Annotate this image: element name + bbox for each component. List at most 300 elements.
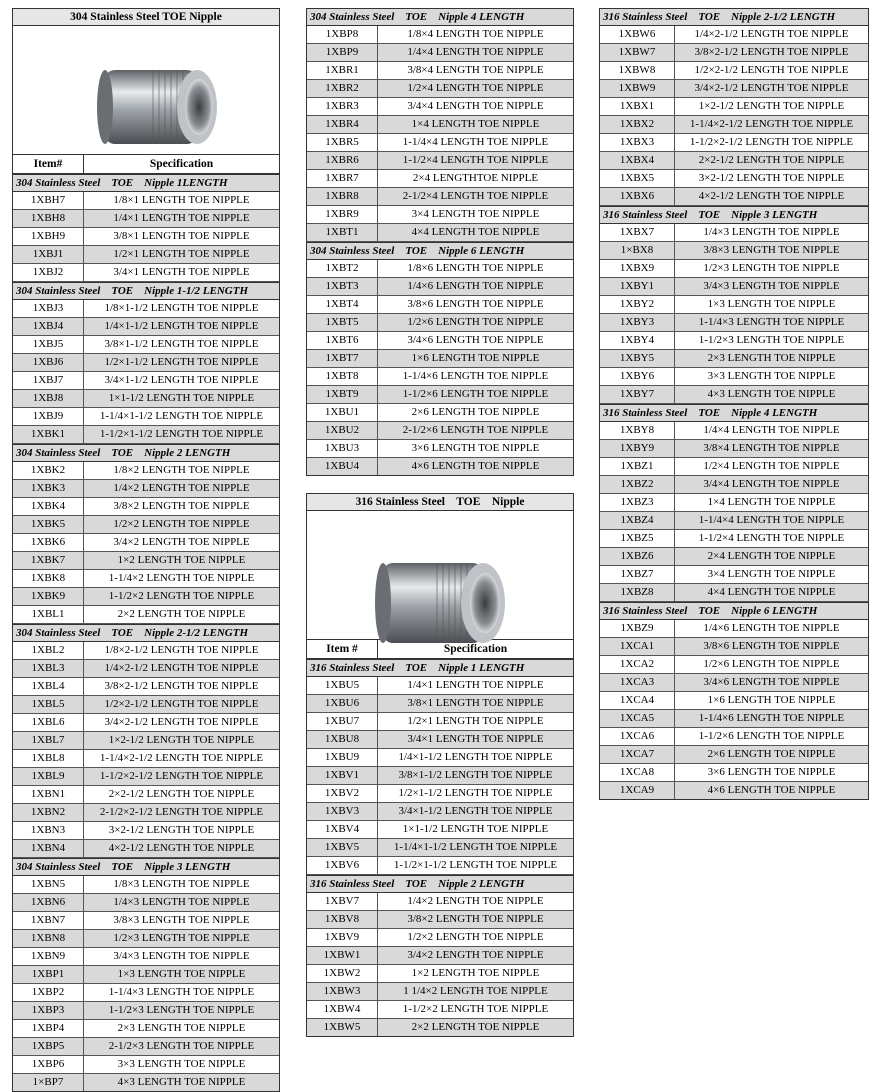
specification: 1-1/4×3 LENGTH TOE NIPPLE: [698, 316, 845, 328]
item-number: 1XBJ3: [13, 300, 84, 317]
specification: 3/4×6 LENGTH TOE NIPPLE: [407, 334, 544, 346]
item-number: 1XCA6: [600, 728, 675, 745]
table-row: [600, 458, 868, 476]
item-column-header: Item#: [13, 155, 84, 173]
item-number: 1XBV7: [307, 893, 378, 910]
specification: 3×2-1/2 LENGTH TOE NIPPLE: [698, 172, 845, 184]
item-number: 1XBL5: [13, 696, 84, 713]
specification: 2-1/2×2-1/2 LENGTH TOE NIPPLE: [99, 806, 264, 818]
specification: 4×4 LENGTH TOE NIPPLE: [707, 586, 836, 598]
specification: 1×6 LENGTH TOE NIPPLE: [411, 352, 540, 364]
specification: 1/2×6 LENGTH TOE NIPPLE: [407, 316, 544, 328]
item-number: 1XBV3: [307, 803, 378, 820]
item-number: 1XBR3: [307, 98, 378, 115]
table-row: [13, 1074, 279, 1091]
item-number: 1XBN3: [13, 822, 84, 839]
specification: 2×3 LENGTH TOE NIPPLE: [117, 1022, 246, 1034]
specification: 1-1/2×4 LENGTH TOE NIPPLE: [402, 154, 549, 166]
item-number: 1XBW8: [600, 62, 675, 79]
spec-column-header: Specification: [149, 158, 214, 170]
specification: 1/4×6 LENGTH TOE NIPPLE: [407, 280, 544, 292]
specification: 1/4×3 LENGTH TOE NIPPLE: [703, 226, 840, 238]
item-number: 1XBZ4: [600, 512, 675, 529]
item-number: 1XCA1: [600, 638, 675, 655]
item-number: 1XBN2: [13, 804, 84, 821]
table-row: [13, 192, 279, 210]
specification: 3×3 LENGTH TOE NIPPLE: [117, 1058, 246, 1070]
specification: 4×2-1/2 LENGTH TOE NIPPLE: [108, 842, 255, 854]
item-number: 1XBN4: [13, 840, 84, 857]
item-number: 1XBJ5: [13, 336, 84, 353]
table-row: [600, 728, 868, 746]
item-number: 1XBX5: [600, 170, 675, 187]
specification: 1/4×1 LENGTH TOE NIPPLE: [113, 212, 250, 224]
item-number: 1XBL9: [13, 768, 84, 785]
item-number: 1XBV5: [307, 839, 378, 856]
table-row: [600, 566, 868, 584]
item-number: 1XBT9: [307, 386, 378, 403]
item-number: 1XBR8: [307, 188, 378, 205]
item-number: 1XBN7: [13, 912, 84, 929]
item-number: 1XBW3: [307, 983, 378, 1000]
item-number: 1XCA4: [600, 692, 675, 709]
specification: 1×3 LENGTH TOE NIPPLE: [117, 968, 246, 980]
table-row: [600, 512, 868, 530]
section-header: 316 Stainless Steel TOE Nipple 1 LENGTH: [307, 659, 573, 677]
specification: 3/8×1-1/2 LENGTH TOE NIPPLE: [398, 769, 553, 781]
item-number: 1XBK9: [13, 588, 84, 605]
table-row: [600, 188, 868, 206]
item-number: 1XBK8: [13, 570, 84, 587]
specification: 1/8×3 LENGTH TOE NIPPLE: [113, 878, 250, 890]
specification: 1/2×4 LENGTH TOE NIPPLE: [407, 82, 544, 94]
item-number: 1XBY5: [600, 350, 675, 367]
specification: 1/4×2-1/2 LENGTH TOE NIPPLE: [104, 662, 259, 674]
item-number: 1XBJ8: [13, 390, 84, 407]
specification: 3/4×1-1/2 LENGTH TOE NIPPLE: [104, 374, 259, 386]
stainless-steel-nipple-image: [307, 511, 573, 661]
table-row: [600, 584, 868, 602]
item-number: 1XBH9: [13, 228, 84, 245]
table-row: [13, 426, 279, 444]
table-row: [600, 386, 868, 404]
specification: 3/8×3 LENGTH TOE NIPPLE: [703, 244, 840, 256]
table-row: [600, 332, 868, 350]
specification: 1-1/2×3 LENGTH TOE NIPPLE: [108, 1004, 255, 1016]
table-row: [307, 767, 573, 785]
table-row: [600, 350, 868, 368]
item-number: 1XBX9: [600, 260, 675, 277]
item-number: 1XBZ1: [600, 458, 675, 475]
specification: 2-1/2×4 LENGTH TOE NIPPLE: [402, 190, 549, 202]
item-number: 1XBW9: [600, 80, 675, 97]
item-number: 1XCA2: [600, 656, 675, 673]
item-number: 1XBT7: [307, 350, 378, 367]
item-number: 1XBL7: [13, 732, 84, 749]
table-row: [13, 1020, 279, 1038]
specification: 1/4×1-1/2 LENGTH TOE NIPPLE: [104, 320, 259, 332]
item-number: 1XCA8: [600, 764, 675, 781]
specification: 1-1/2×2 LENGTH TOE NIPPLE: [108, 590, 255, 602]
table-row: [307, 116, 573, 134]
table-row: [13, 840, 279, 858]
specification: 1×6 LENGTH TOE NIPPLE: [707, 694, 836, 706]
item-column-header: Item #: [307, 640, 378, 658]
specification: 1/2×1 LENGTH TOE NIPPLE: [407, 715, 544, 727]
item-number: 1XBV2: [307, 785, 378, 802]
specification: 3/4×2 LENGTH TOE NIPPLE: [407, 949, 544, 961]
table-row: [307, 44, 573, 62]
table-row: [600, 26, 868, 44]
specification: 3/8×1-1/2 LENGTH TOE NIPPLE: [104, 338, 259, 350]
table-row: [13, 570, 279, 588]
table-row: [600, 242, 868, 260]
item-number: 1XBY1: [600, 278, 675, 295]
table-row: [307, 134, 573, 152]
item-number: 1XBX7: [600, 224, 675, 241]
table-row: [307, 440, 573, 458]
specification: 1×1-1/2 LENGTH TOE NIPPLE: [402, 823, 549, 835]
specification: 1×3 LENGTH TOE NIPPLE: [707, 298, 836, 310]
table-row: [600, 134, 868, 152]
item-number: 1XCA5: [600, 710, 675, 727]
item-number: 1XBW7: [600, 44, 675, 61]
table-row: [13, 318, 279, 336]
specification: 3/4×3 LENGTH TOE NIPPLE: [703, 280, 840, 292]
table-row: [307, 80, 573, 98]
table-row: [307, 350, 573, 368]
table-row: [307, 188, 573, 206]
specification: 1-1/2×6 LENGTH TOE NIPPLE: [698, 730, 845, 742]
table-row: [307, 62, 573, 80]
table-row: [600, 260, 868, 278]
table-row: [307, 404, 573, 422]
specification: 1/2×1 LENGTH TOE NIPPLE: [113, 248, 250, 260]
specification: 3/8×2 LENGTH TOE NIPPLE: [113, 500, 250, 512]
item-number: 1XBL3: [13, 660, 84, 677]
specification: 1-1/4×3 LENGTH TOE NIPPLE: [108, 986, 255, 998]
table-row: [13, 966, 279, 984]
specification: 3/4×1 LENGTH TOE NIPPLE: [113, 266, 250, 278]
table-row: [307, 26, 573, 44]
item-number: 1XBR1: [307, 62, 378, 79]
table-row: [600, 494, 868, 512]
specification: 1-1/2×4 LENGTH TOE NIPPLE: [698, 532, 845, 544]
item-number: 1XBJ6: [13, 354, 84, 371]
item-number: 1XBT3: [307, 278, 378, 295]
table-row: [13, 336, 279, 354]
table-row: [13, 1056, 279, 1074]
table-title: 316 Stainless Steel TOE Nipple: [307, 494, 573, 511]
table-body: [307, 659, 573, 1036]
item-number: 1XBR2: [307, 80, 378, 97]
item-number: 1XBJ4: [13, 318, 84, 335]
table-row: [600, 782, 868, 799]
item-number: 1XBL1: [13, 606, 84, 623]
item-number: 1XBV8: [307, 911, 378, 928]
specification: 1/2×2 LENGTH TOE NIPPLE: [407, 931, 544, 943]
item-number: 1XBU5: [307, 677, 378, 694]
specification: 1/4×6 LENGTH TOE NIPPLE: [703, 622, 840, 634]
item-number: 1XBU9: [307, 749, 378, 766]
item-number: 1XBT6: [307, 332, 378, 349]
item-number: 1XBP6: [13, 1056, 84, 1073]
specification: 1/4×2 LENGTH TOE NIPPLE: [113, 482, 250, 494]
section-header: 304 Stainless Steel TOE Nipple 3 LENGTH: [13, 858, 279, 876]
specification: 2×2 LENGTH TOE NIPPLE: [117, 608, 246, 620]
item-number: 1XBN9: [13, 948, 84, 965]
specification: 1×4 LENGTH TOE NIPPLE: [411, 118, 540, 130]
item-number: 1XBX6: [600, 188, 675, 205]
item-number: 1XBT1: [307, 224, 378, 241]
table-row: [13, 462, 279, 480]
item-number: 1XBY7: [600, 386, 675, 403]
item-number: 1XBR9: [307, 206, 378, 223]
specification: 1-1/2×2-1/2 LENGTH TOE NIPPLE: [689, 136, 854, 148]
table-body: [307, 26, 573, 475]
specification: 4×6 LENGTH TOE NIPPLE: [707, 784, 836, 796]
item-number: 1XBN8: [13, 930, 84, 947]
item-number: 1XBK4: [13, 498, 84, 515]
table-row: [13, 1002, 279, 1020]
specification: 1/4×1 LENGTH TOE NIPPLE: [407, 679, 544, 691]
table-title: 304 Stainless Steel TOE Nipple: [13, 9, 279, 26]
specification: 4×2-1/2 LENGTH TOE NIPPLE: [698, 190, 845, 202]
item-number: 1XBY3: [600, 314, 675, 331]
item-number: 1XBU3: [307, 440, 378, 457]
specification: 1-1/2×1-1/2 LENGTH TOE NIPPLE: [393, 859, 558, 871]
item-number: 1XBP9: [307, 44, 378, 61]
item-number: 1XBJ2: [13, 264, 84, 281]
table-row: [13, 714, 279, 732]
table-row: [13, 1038, 279, 1056]
specification: 1/8×1 LENGTH TOE NIPPLE: [113, 194, 250, 206]
table-row: [600, 422, 868, 440]
specification: 3/8×6 LENGTH TOE NIPPLE: [407, 298, 544, 310]
table-row: [13, 606, 279, 624]
specification: 1-1/4×4 LENGTH TOE NIPPLE: [402, 136, 549, 148]
specification: 3×4 LENGTH TOE NIPPLE: [707, 568, 836, 580]
table-row: [600, 764, 868, 782]
specification: 1/2×1-1/2 LENGTH TOE NIPPLE: [104, 356, 259, 368]
specification: 3/4×2-1/2 LENGTH TOE NIPPLE: [694, 82, 849, 94]
table-row: [600, 314, 868, 332]
table-row: [13, 912, 279, 930]
table-row: [307, 170, 573, 188]
item-number: 1XBW2: [307, 965, 378, 982]
item-number: 1XCA9: [600, 782, 675, 799]
table-row: [13, 390, 279, 408]
specification: 1/2×2-1/2 LENGTH TOE NIPPLE: [104, 698, 259, 710]
item-number: 1XBT2: [307, 260, 378, 277]
item-number: 1XBN6: [13, 894, 84, 911]
item-number: 1XBY8: [600, 422, 675, 439]
table-row: [307, 911, 573, 929]
section-header: 316 Stainless Steel TOE Nipple 3 LENGTH: [600, 206, 868, 224]
item-number: 1XBT5: [307, 314, 378, 331]
item-number: 1XBV6: [307, 857, 378, 874]
spec-column-header: Specification: [443, 643, 508, 655]
section-header: 316 Stainless Steel TOE Nipple 2 LENGTH: [307, 875, 573, 893]
table-row: [600, 710, 868, 728]
item-number: 1XBJ9: [13, 408, 84, 425]
specification: 4×4 LENGTH TOE NIPPLE: [411, 226, 540, 238]
item-number: 1XBZ6: [600, 548, 675, 565]
item-number: 1XBV9: [307, 929, 378, 946]
item-number: 1XBX1: [600, 98, 675, 115]
specification: 2×2-1/2 LENGTH TOE NIPPLE: [108, 788, 255, 800]
product-photo: [307, 511, 573, 640]
table-row: [307, 731, 573, 749]
specification: 3/8×6 LENGTH TOE NIPPLE: [703, 640, 840, 652]
table-row: [307, 839, 573, 857]
table-row: [307, 983, 573, 1001]
table-304-part1: [12, 8, 280, 1092]
table-row: [13, 876, 279, 894]
specification: 1/8×2-1/2 LENGTH TOE NIPPLE: [104, 644, 259, 656]
item-number: 1XBR5: [307, 134, 378, 151]
item-number: 1XBV4: [307, 821, 378, 838]
section-header: 304 Stainless Steel TOE Nipple 2 LENGTH: [13, 444, 279, 462]
table-row: [13, 552, 279, 570]
table-row: [307, 785, 573, 803]
item-number: 1XBY2: [600, 296, 675, 313]
specification: 2×6 LENGTH TOE NIPPLE: [707, 748, 836, 760]
item-number: 1XBK7: [13, 552, 84, 569]
table-row: [307, 368, 573, 386]
item-number: 1XBL6: [13, 714, 84, 731]
section-header: 304 Stainless Steel TOE Nipple 1LENGTH: [13, 174, 279, 192]
specification: 1/4×3 LENGTH TOE NIPPLE: [113, 896, 250, 908]
specification: 3×4 LENGTH TOE NIPPLE: [411, 208, 540, 220]
table-row: [307, 929, 573, 947]
table-316-part1: [306, 493, 574, 1037]
item-number: 1XBW5: [307, 1019, 378, 1036]
item-number: 1XBW6: [600, 26, 675, 43]
table-row: [307, 98, 573, 116]
item-number: 1XBY4: [600, 332, 675, 349]
table-row: [307, 206, 573, 224]
table-row: [307, 1001, 573, 1019]
item-number: 1XCA3: [600, 674, 675, 691]
specification: 4×3 LENGTH TOE NIPPLE: [117, 1076, 246, 1088]
specification: 1-1/4×6 LENGTH TOE NIPPLE: [402, 370, 549, 382]
item-number: 1XBV1: [307, 767, 378, 784]
item-number: 1XBK2: [13, 462, 84, 479]
specification: 3/8×1 LENGTH TOE NIPPLE: [113, 230, 250, 242]
item-number: 1XBU4: [307, 458, 378, 475]
specification: 1/2×4 LENGTH TOE NIPPLE: [703, 460, 840, 472]
item-number: 1XBL8: [13, 750, 84, 767]
item-number: 1XBN1: [13, 786, 84, 803]
section-header: 304 Stainless Steel TOE Nipple 2-1/2 LENGTH: [13, 624, 279, 642]
table-row: [307, 332, 573, 350]
table-row: [13, 246, 279, 264]
specification: 1-1/2×2-1/2 LENGTH TOE NIPPLE: [99, 770, 264, 782]
item-number: 1XBP3: [13, 1002, 84, 1019]
item-number: 1XBK3: [13, 480, 84, 497]
specification: 2-1/2×3 LENGTH TOE NIPPLE: [108, 1040, 255, 1052]
table-row: [13, 750, 279, 768]
table-row: [13, 696, 279, 714]
table-row: [13, 948, 279, 966]
specification: 2×6 LENGTH TOE NIPPLE: [411, 406, 540, 418]
specification: 1-1/2×3 LENGTH TOE NIPPLE: [698, 334, 845, 346]
table-row: [13, 354, 279, 372]
table-row: [600, 44, 868, 62]
item-number: 1XBX2: [600, 116, 675, 133]
specification: 3/4×4 LENGTH TOE NIPPLE: [703, 478, 840, 490]
table-row: [600, 152, 868, 170]
specification: 4×3 LENGTH TOE NIPPLE: [707, 388, 836, 400]
specification: 3×3 LENGTH TOE NIPPLE: [707, 370, 836, 382]
item-number: 1XBZ5: [600, 530, 675, 547]
specification: 1/2×1-1/2 LENGTH TOE NIPPLE: [398, 787, 553, 799]
item-number: 1XBJ7: [13, 372, 84, 389]
item-number: 1XBT4: [307, 296, 378, 313]
table-row: [13, 642, 279, 660]
table-row: [13, 480, 279, 498]
table-row: [600, 692, 868, 710]
specification: 1/4×4 LENGTH TOE NIPPLE: [407, 46, 544, 58]
specification: 3/8×3 LENGTH TOE NIPPLE: [113, 914, 250, 926]
table-row: [600, 368, 868, 386]
table-row: [600, 548, 868, 566]
specification: 1/2×6 LENGTH TOE NIPPLE: [703, 658, 840, 670]
table-row: [600, 638, 868, 656]
item-number: 1XBU1: [307, 404, 378, 421]
table-row: [307, 749, 573, 767]
column-header: [13, 155, 279, 174]
item-number: 1XBH8: [13, 210, 84, 227]
item-number: 1XBU2: [307, 422, 378, 439]
specification: 3/8×4 LENGTH TOE NIPPLE: [703, 442, 840, 454]
specification: 3/8×1 LENGTH TOE NIPPLE: [407, 697, 544, 709]
item-number: 1×BP7: [13, 1074, 84, 1091]
table-row: [600, 80, 868, 98]
specification: 3/8×2-1/2 LENGTH TOE NIPPLE: [104, 680, 259, 692]
table-row: [307, 893, 573, 911]
table-row: [600, 116, 868, 134]
specification: 1/4×2-1/2 LENGTH TOE NIPPLE: [694, 28, 849, 40]
item-number: 1XBP2: [13, 984, 84, 1001]
table-row: [307, 947, 573, 965]
specification: 1-1/4×1-1/2 LENGTH TOE NIPPLE: [99, 410, 264, 422]
table-row: [13, 786, 279, 804]
table-row: [600, 530, 868, 548]
item-number: 1XBN5: [13, 876, 84, 893]
table-row: [307, 1019, 573, 1036]
table-row: [13, 732, 279, 750]
specification: 1×1-1/2 LENGTH TOE NIPPLE: [108, 392, 255, 404]
item-number: 1XBZ9: [600, 620, 675, 637]
item-number: 1XBP8: [307, 26, 378, 43]
specification: 1/8×4 LENGTH TOE NIPPLE: [407, 28, 544, 40]
table-row: [13, 822, 279, 840]
table-row: [600, 224, 868, 242]
specification: 1×4 LENGTH TOE NIPPLE: [707, 496, 836, 508]
table-row: [600, 620, 868, 638]
section-header: 304 Stainless Steel TOE Nipple 4 LENGTH: [307, 9, 573, 26]
specification: 1-1/4×1-1/2 LENGTH TOE NIPPLE: [393, 841, 558, 853]
table-row: [307, 278, 573, 296]
table-row: [600, 440, 868, 458]
table-row: [307, 965, 573, 983]
table-row: [13, 498, 279, 516]
item-number: 1XBU8: [307, 731, 378, 748]
item-number: 1XBJ1: [13, 246, 84, 263]
specification: 3/8×2 LENGTH TOE NIPPLE: [407, 913, 544, 925]
